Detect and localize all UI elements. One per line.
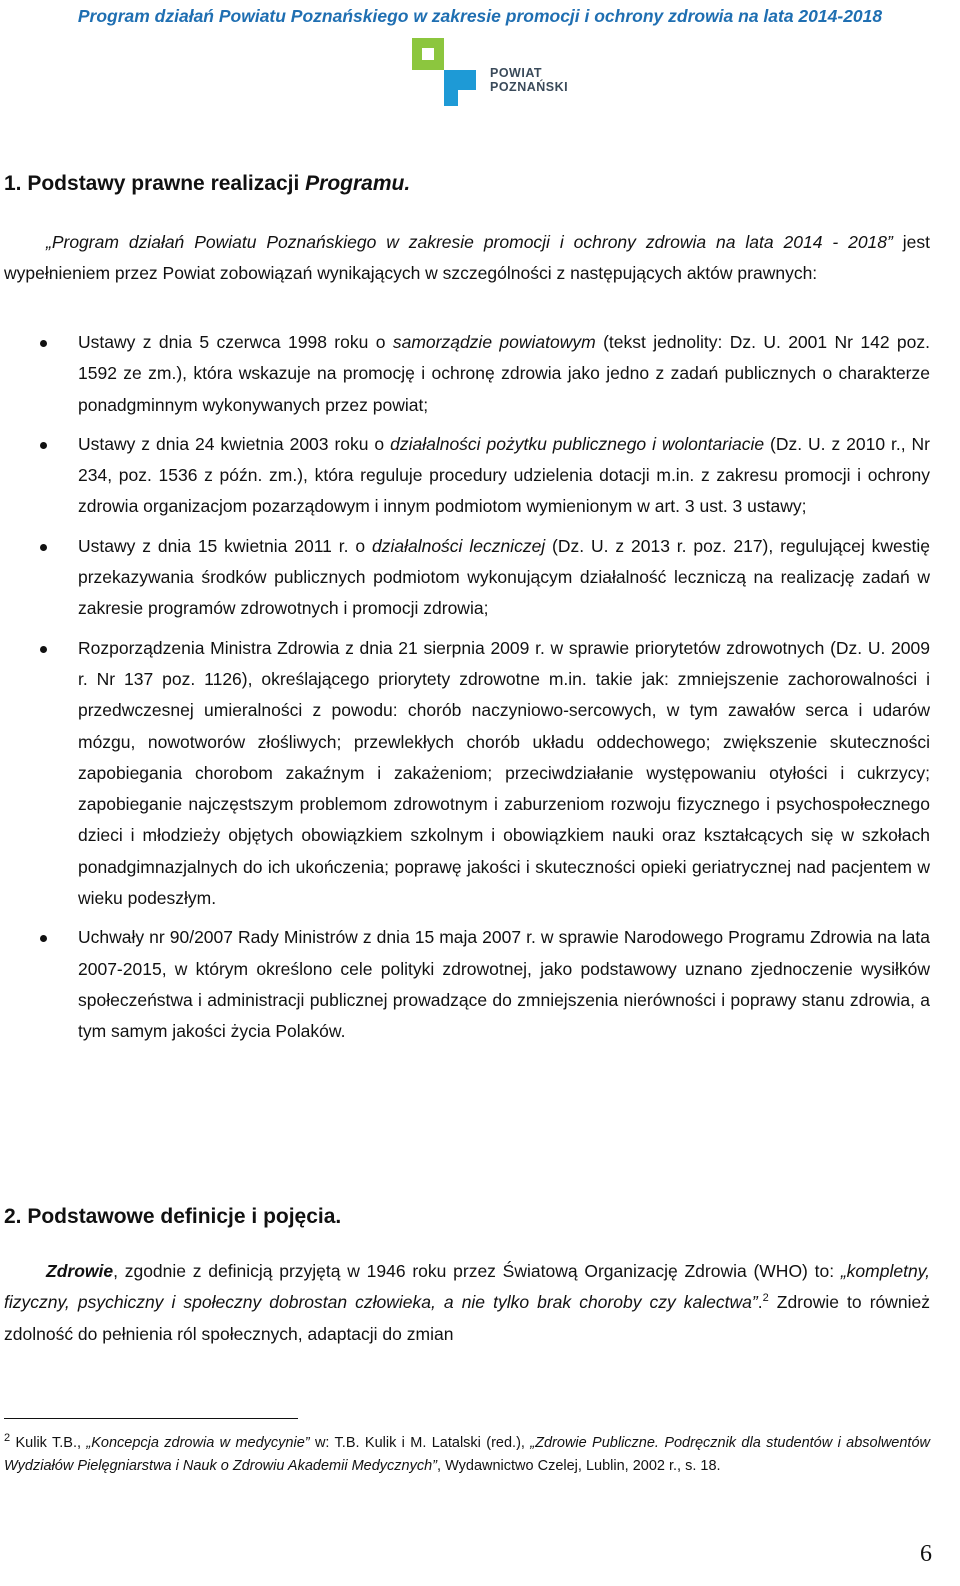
page-number: 6 xyxy=(920,1541,932,1567)
list-item: Ustawy z dnia 24 kwietnia 2003 roku o działalności pożytku publicznego i wolontariacie (Dz. U. z 2010 r., Nr 234, poz. 1536 z późn. zm.), która reguluje procedury udzielenia dotacji m.in. z zakresu promocji i ochrony zdrowia organizacjom pozarządowym i innym podmiotom wymienionym w art. 3 ust. 3 ustawy; xyxy=(0,429,930,523)
bullet-icon xyxy=(40,442,47,449)
bullet-icon xyxy=(40,935,47,942)
logo-mark-icon xyxy=(410,36,490,108)
bullet-icon xyxy=(40,646,47,653)
who-definition-quote: „kompletny, fizyczny, psychiczny i społeczny dobrostan człowieka, a nie tylko brak choroby czy kalectwa” xyxy=(4,1261,930,1313)
section-1-heading xyxy=(4,172,410,196)
list-item: Ustawy z dnia 15 kwietnia 2011 r. o działalności leczniczej (Dz. U. z 2013 r. poz. 217), regulującej kwestię przekazywania środków publicznych podmiotom wykonującym działalność leczniczą na realizację zadań w zakresie programów zdrowotnych i promocji zdrowia; xyxy=(0,531,930,625)
list-item: Ustawy z dnia 5 czerwca 1998 roku o samorządzie powiatowym (tekst jednolity: Dz. U. 2001 Nr 142 poz. 1592 ze zm.), która wskazuje na promocję i ochronę zdrowia jako jedno z zadań publicznych o charakterze ponadgminnym wykonywanych przez powiat; xyxy=(0,327,930,421)
footnote-number: 2 xyxy=(4,1432,11,1445)
section-2-heading: 2. Podstawowe definicje i pojęcia. xyxy=(4,1205,342,1228)
logo-line-2: POZNAŃSKI xyxy=(490,80,569,94)
term-zdrowie: Zdrowie xyxy=(46,1261,114,1281)
list-item: Rozporządzenia Ministra Zdrowia z dnia 21 sierpnia 2009 r. w sprawie priorytetów zdrowotnych (Dz. U. 2009 r. Nr 137 poz. 1126), określającego priorytety zdrowotne m.in. takie jak: zmniejszenie zachorowalności i przedwczesnej umieralności z powodu: chorób naczyniowo-sercowych, w tym zawałów serca i udarów mózgu, nowotworów złośliwych; przewlekłych chorób układu oddechowego; zwiększenie skuteczności zapobiegania chorobom zakaźnym i zakażeniom; przeciwdziałanie występowaniu otyłości i cukrzycy; zapobieganie najczęstszym problemom zdrowotnym i zaburzeniom rozwoju fizycznego i psychospołecznego dzieci i młodzieży objętych obowiązkiem szkolnym i obowiązkiem nauki oraz kształcących się w szkołach ponadgimnazjalnych do ich ukończenia; poprawę jakości i skuteczności opieki geriatrycznej nad pacjentem w wieku podeszłym. xyxy=(0,633,930,915)
logo-text xyxy=(490,66,568,94)
program-title-italic: „Program działań Powiatu Poznańskiego w zakresie promocji i ochrony zdrowia na lata 2014 - 2018” xyxy=(46,232,893,252)
bullet-icon xyxy=(40,544,47,551)
footnote: $^2$ Kulik T.B., „Koncepcja zdrowia w medycynie” w: T.B. Kulik i M. Latalski (red.), „Zdrowie Publiczne. Podręcznik dla studentów i absolwentów Wydziałów Pielęgniarstwa i Nauk o Zdrowiu Akademii Medycznych”, Wydawnictwo Czelej, Lublin, 2002 r., s. 18. xyxy=(4,1432,930,1474)
powiat-poznanski-logo xyxy=(410,36,580,108)
section-2-body xyxy=(4,1256,930,1350)
section-1-heading-italic: Programu. xyxy=(305,172,411,195)
intro-paragraph xyxy=(4,227,930,290)
section-1-heading-prefix: 1. Podstawy prawne realizacji xyxy=(4,172,306,195)
intro-rest: jest wypełnieniem przez Powiat zobowiązań wynikających w szczególności z następujących aktów prawnych: xyxy=(4,232,930,284)
legal-acts-list xyxy=(0,327,930,1056)
bullet-icon xyxy=(40,340,47,347)
definition-paragraph: Zdrowie, zgodnie z definicją przyjętą w 1946 roku przez Światową Organizację Zdrowia (WHO) to: „kompletny, fizyczny, psychiczny i społeczny dobrostan człowieka, a nie tylko brak choroby czy kalectwa”.$^2$ Zdrowie to również zdolność do pełnienia ról społecznych, adaptacji do zmian xyxy=(4,1261,930,1344)
section-1-intro xyxy=(4,227,930,290)
list-item: Uchwały nr 90/2007 Rady Ministrów z dnia 15 maja 2007 r. w sprawie Narodowego Programu Zdrowia na lata 2007-2015, w którym określono cele polityki zdrowotnej, jako podstawowy uznano zjednoczenie wysiłków społeczeństwa i administracji publicznej prowadzące do zmniejszenia nierówności i poprawy stanu zdrowia, a tym samym jakości życia Polaków. xyxy=(0,922,930,1047)
footnote-separator xyxy=(4,1418,298,1419)
running-header: Program działań Powiatu Poznańskiego w zakresie promocji i ochrony zdrowia na lata 2014-2018 xyxy=(77,6,883,26)
logo-line-1: POWIAT xyxy=(490,66,543,80)
footnote-reference[interactable]: 2 xyxy=(762,1292,769,1305)
